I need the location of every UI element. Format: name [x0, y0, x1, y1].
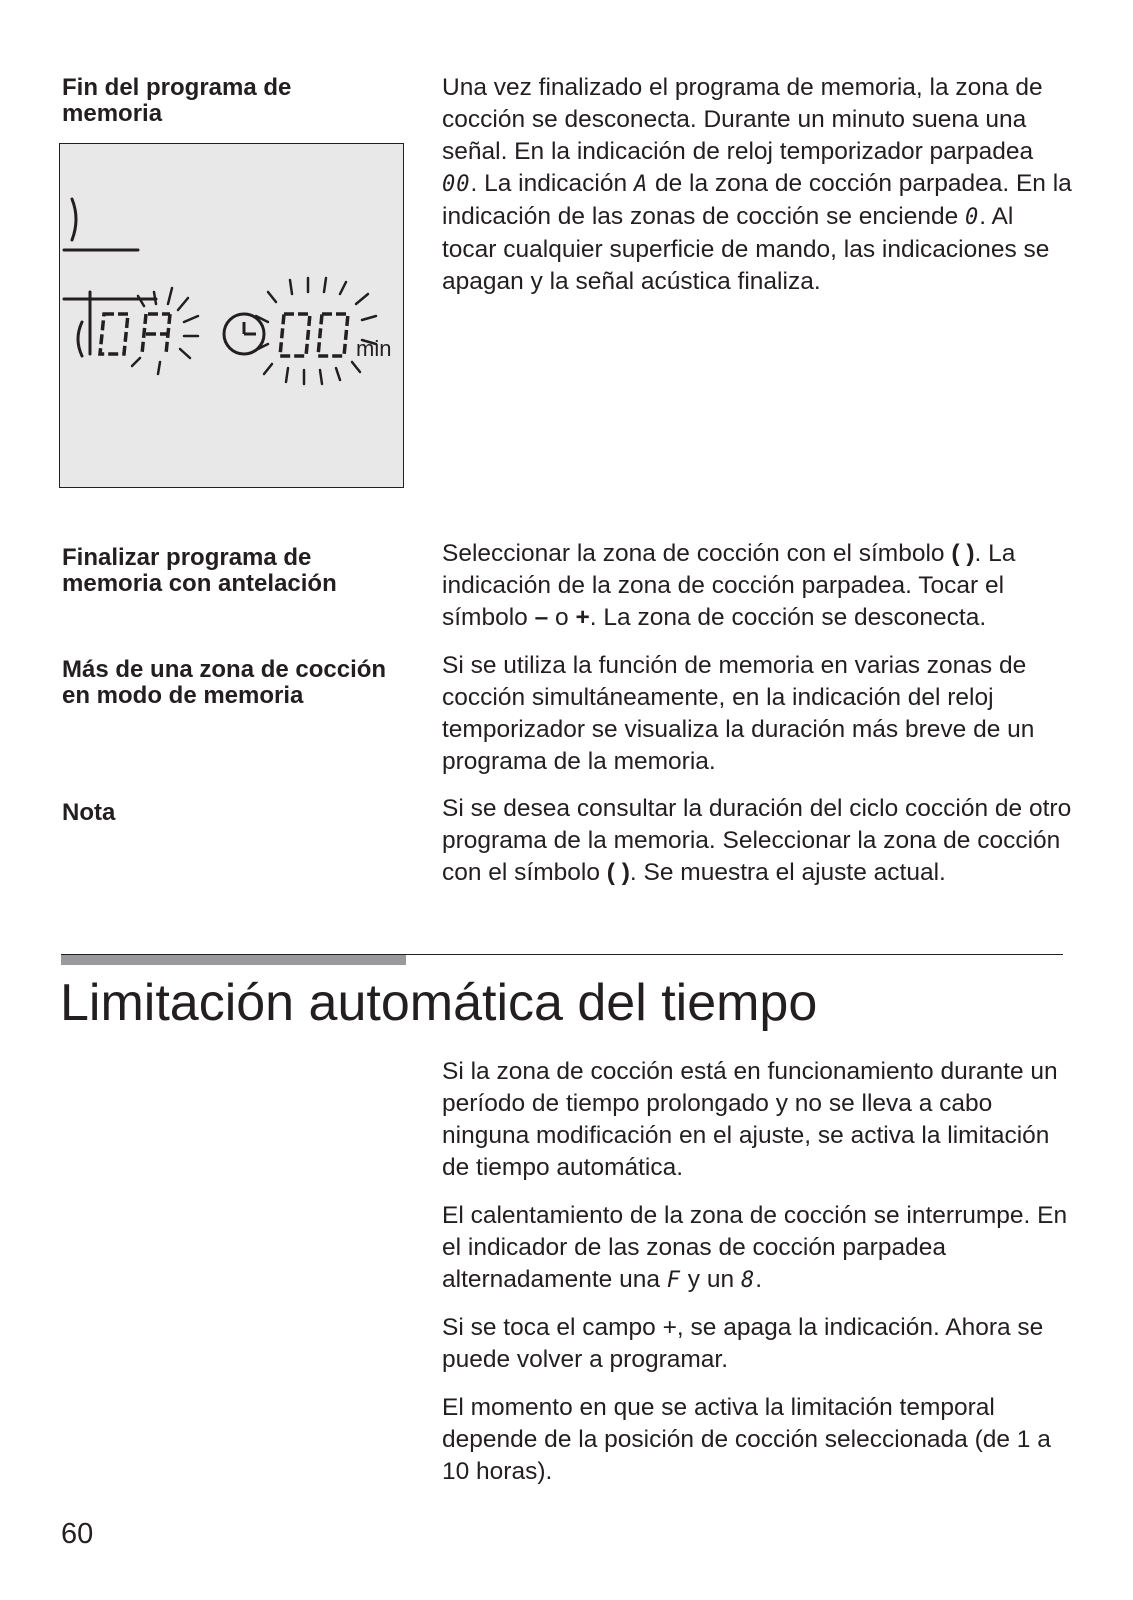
text-varias-zonas: Si se utiliza la función de memoria en varias zonas de cocción simultáneamente, en la indicación del reloj temporizador se visualiza la duración más breve de un programa de la memoria.	[442, 652, 1035, 775]
text-fragment: El calentamiento de la zona de cocción se interrumpe. En el indicador de las zonas de cocción parpadea alternadamente una	[442, 1202, 1068, 1293]
text-fragment: . Al tocar cualquier superficie de mando, las indicaciones se apagan y la señal acústica finaliza.	[442, 203, 1050, 295]
text-fin-programa-memoria	[442, 72, 1072, 298]
segment-digit-0-drawing	[100, 314, 128, 354]
blink-rays-icon	[132, 288, 198, 374]
minus-symbol: –	[534, 604, 549, 631]
text-nota	[442, 793, 1072, 889]
label-fin-programa-memoria: Fin del programa de memoria	[62, 74, 292, 127]
text-finalizar-antelacion	[442, 538, 1072, 634]
text-limitacion-p3: Si se toca el campo +, se apaga la indicación. Ahora se puede volver a programar.	[442, 1314, 1044, 1373]
blink-rays-icon	[256, 278, 376, 384]
text-fragment: de la zona de cocción parpadea. En la indicación de las zonas de cocción se enciende	[442, 170, 1072, 230]
timer-digits-drawing	[280, 314, 348, 356]
segment-digit-0: 0	[965, 205, 980, 230]
label-varias-zonas: Más de una zona de cocción en modo de memoria	[62, 656, 387, 709]
text-limitacion-p2	[442, 1200, 1072, 1297]
text-fragment: . La indicación de la zona de cocción parpadea. Tocar el símbolo	[442, 540, 1016, 631]
page-number: 60	[61, 1518, 94, 1550]
control-panel-illustration	[59, 143, 404, 488]
zone-select-symbol: ( )	[606, 859, 630, 886]
segment-letter-f: F	[666, 1268, 681, 1293]
zone-select-symbol: ( )	[951, 540, 975, 567]
plus-symbol: +	[575, 604, 590, 631]
zone-bracket-icon	[72, 199, 76, 240]
label-finalizar-antelacion: Finalizar programa de memoria con antelación	[62, 544, 337, 597]
section-title: Limitación automática del tiempo	[60, 974, 818, 1032]
text-fragment: y un	[681, 1266, 741, 1293]
text-fragment: Seleccionar la zona de cocción con el símbolo	[442, 540, 952, 567]
text-fragment: . La zona de cocción se desconecta.	[589, 604, 987, 631]
text-fragment: .	[755, 1266, 762, 1293]
section-accent-bar	[61, 955, 406, 965]
segment-digit-8: 8	[740, 1268, 756, 1293]
text-fragment: Si se desea consultar la duración del ciclo cocción de otro programa de la memoria. Seleccionar la zona de cocción con el símbolo	[442, 795, 1072, 886]
display-unit-label: min	[356, 336, 392, 361]
text-fragment: . La indicación	[470, 170, 634, 197]
label-nota: Nota	[62, 799, 116, 826]
text-fragment: . Se muestra el ajuste actual.	[629, 859, 946, 886]
text-fragment: Una vez finalizado el programa de memoria, la zona de cocción se desconecta. Durante un minuto suena una señal. En la indicación de reloj temporizador parpadea	[442, 74, 1043, 165]
display-drawing	[60, 144, 403, 487]
segment-digits-00: 00	[442, 172, 471, 197]
text-fragment: o	[548, 604, 576, 631]
segment-letter-a-drawing	[142, 314, 170, 354]
zone-bracket-icon	[78, 322, 82, 356]
segment-letter-a: A	[633, 172, 649, 197]
text-limitacion-p1: Si la zona de cocción está en funcionamiento durante un período de tiempo prolongado y no se lleva a cabo ninguna modificación en el ajuste, se activa la limitación de tiempo automática.	[442, 1058, 1058, 1181]
text-limitacion-p4: El momento en que se activa la limitación temporal depende de la posición de cocción seleccionada (de 1 a 10 horas).	[442, 1394, 1051, 1485]
